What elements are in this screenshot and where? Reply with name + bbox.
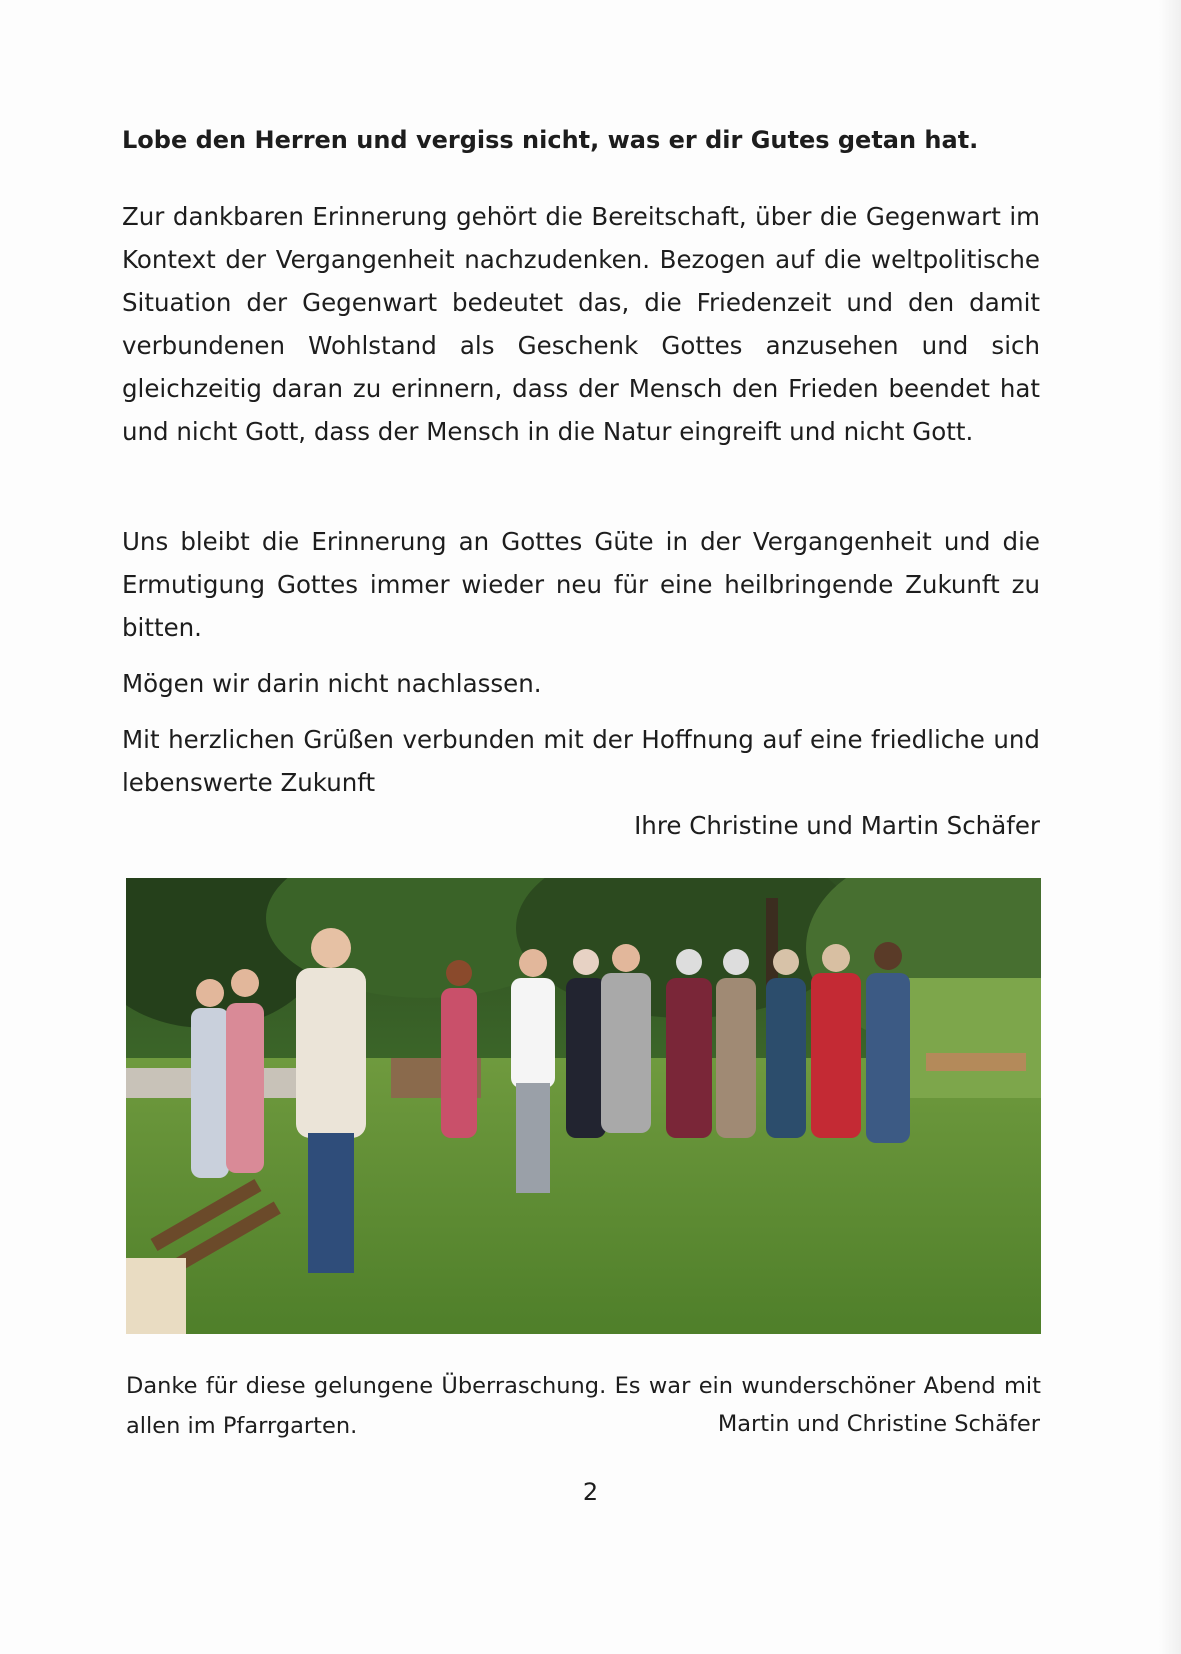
paragraph-goodness: Uns bleibt die Erinnerung an Gottes Güte in der Vergangenheit und die Ermutigung Gottes immer wieder neu für eine heilbringende Zukunft zu bitten. xyxy=(122,527,1040,642)
caption-signature: Martin und Christine Schäfer xyxy=(717,1411,1040,1437)
letter-signature: Ihre Christine und Martin Schäfer xyxy=(634,811,1040,840)
page-number: 2 xyxy=(582,1478,599,1506)
photo-caption: Danke für diese gelungene Überraschung. Es war ein wunderschöner Abend mit allen im Pfarrgarten. xyxy=(126,1373,1041,1439)
scan-edge-shadow xyxy=(1159,0,1181,1654)
page-heading: Lobe den Herren und vergiss nicht, was er dir Gutes getan hat. xyxy=(122,126,979,154)
paragraph-greetings: Mit herzlichen Grüßen verbunden mit der Hoffnung auf eine friedliche und lebenswerte Zukunft xyxy=(122,725,1040,797)
paragraph-not-relent: Mögen wir darin nicht nachlassen. xyxy=(122,669,542,698)
garden-group-photo xyxy=(126,878,1041,1334)
paragraph-remembrance: Zur dankbaren Erinnerung gehört die Bereitschaft, über die Gegenwart im Kontext der Vergangenheit nachzudenken. Bezogen auf die weltpolitische Situation der Gegenwart bedeutet das, die Friedenzeit und den damit verbundenen Wohlstand als Geschenk Gottes anzusehen und sich gleichzeitig daran zu erinnern, dass der Mensch den Frieden beendet hat und nicht Gott, dass der Mensch in die Natur eingreift und nicht Gott. xyxy=(122,202,1040,446)
